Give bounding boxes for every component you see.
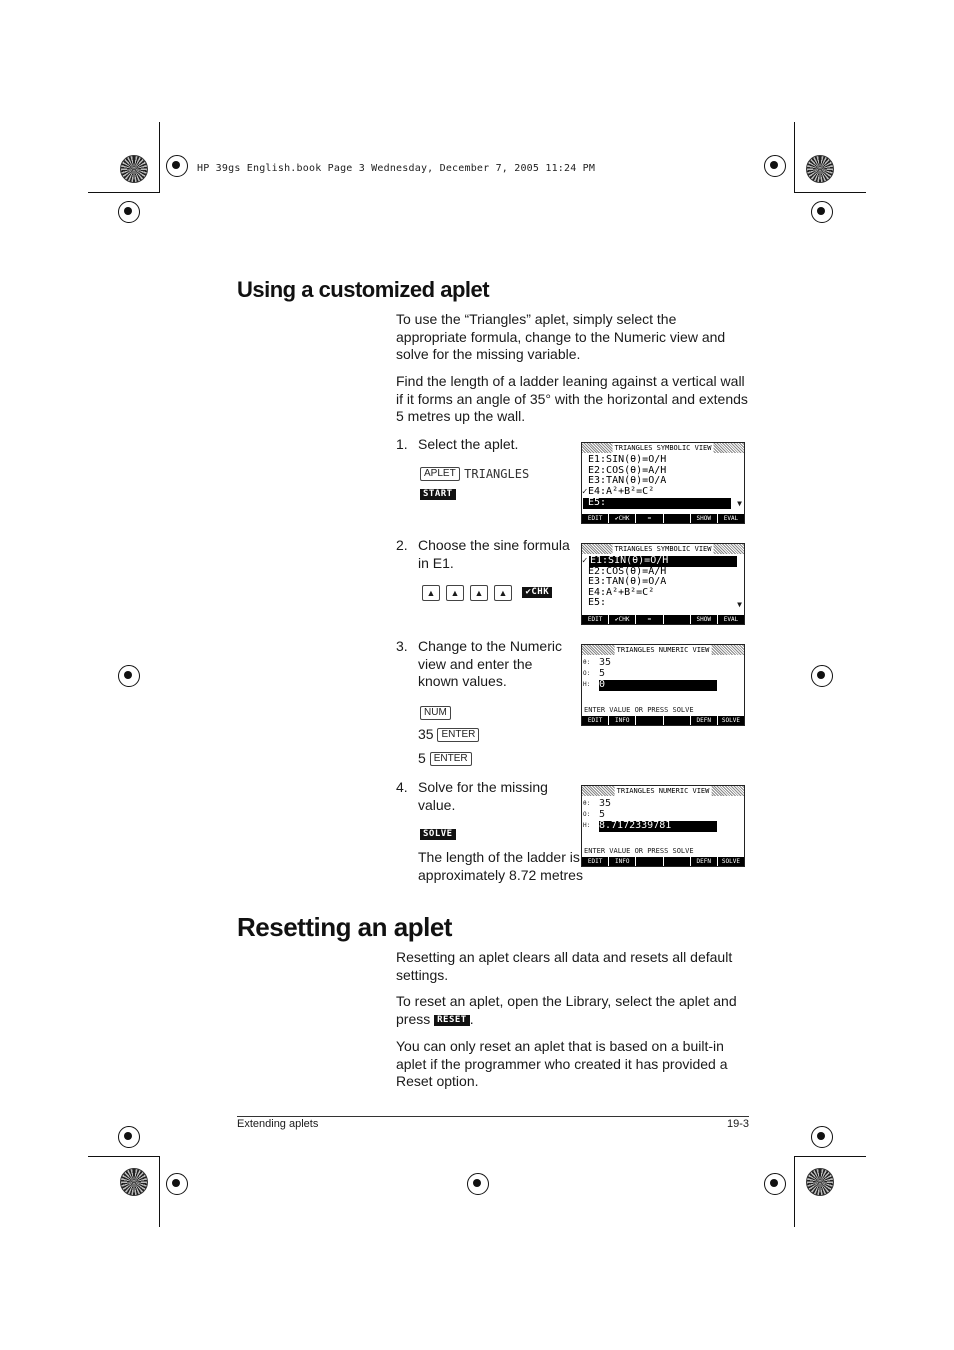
- equation-line: E1:SIN(θ)=O/H: [588, 454, 667, 465]
- up-arrow-key-icon: ▲: [446, 585, 464, 601]
- menu-key: [636, 857, 663, 866]
- step-2-keys: [422, 584, 552, 602]
- field-value: 5: [599, 668, 606, 679]
- menu-key: =: [636, 615, 663, 624]
- step-4-text: Solve for the missing value.: [418, 779, 548, 813]
- step-3-entry-1: [418, 726, 479, 742]
- screen-title: TRIANGLES SYMBOLIC VIEW: [614, 545, 712, 553]
- step-1-text: Select the aplet.: [418, 436, 519, 452]
- screen-menu: [582, 514, 744, 523]
- menu-key: SOLVE: [718, 716, 744, 725]
- registration-mark: [811, 665, 833, 687]
- registration-mark: [811, 1126, 833, 1148]
- up-arrow-key-icon: ▲: [470, 585, 488, 601]
- field-label: O:: [583, 670, 591, 677]
- field-value: 35: [599, 798, 612, 809]
- section-title-resetting: Resetting an aplet: [237, 912, 452, 942]
- footer-rule: [237, 1116, 749, 1117]
- menu-key: SHOW: [691, 615, 718, 624]
- registration-mark: [764, 1173, 786, 1195]
- menu-key: [664, 514, 691, 523]
- screen-menu: [582, 615, 744, 624]
- registration-rosette-bottom-left: [120, 1168, 148, 1196]
- crop-mark: [794, 192, 866, 193]
- step-2-text: Choose the sine formula in E1.: [418, 537, 570, 571]
- num-key: NUM: [420, 706, 451, 720]
- registration-rosette-top-right: [806, 155, 834, 183]
- registration-mark: [118, 201, 140, 223]
- intro-paragraph: To use the “Triangles” aplet, simply select the appropriate formula, change to the Numeric view and solve for the missing variable.: [396, 311, 726, 363]
- enter-key: ENTER: [437, 728, 479, 742]
- screen-title: TRIANGLES NUMERIC VIEW: [616, 787, 710, 795]
- crop-mark: [159, 1157, 160, 1227]
- entry-value: 35: [418, 726, 434, 742]
- equation-line: E2:COS(θ)=A/H: [588, 565, 667, 577]
- step-4-result: The length of the ladder is approximately 8.72 metres: [418, 849, 583, 883]
- screen-message: ENTER VALUE OR PRESS SOLVE: [584, 847, 694, 855]
- registration-mark: [166, 155, 188, 177]
- registration-rosette-bottom-right: [806, 1168, 834, 1196]
- step-4-number: 4.: [396, 779, 408, 795]
- menu-key: DEFN: [691, 857, 718, 866]
- crop-mark: [159, 122, 160, 192]
- print-header: HP 39gs English.book Page 3 Wednesday, December 7, 2005 11:24 PM: [197, 163, 596, 174]
- field-value-selected: 0: [599, 680, 717, 691]
- registration-rosette-top-left: [120, 155, 148, 183]
- up-arrow-key-icon: ▲: [494, 585, 512, 601]
- aplet-name: TRIANGLES: [464, 466, 530, 481]
- menu-key: SHOW: [691, 514, 718, 523]
- menu-key: EDIT: [582, 716, 609, 725]
- menu-key: EDIT: [582, 857, 609, 866]
- equation-line: E4:A²+B²=C²: [588, 586, 655, 598]
- entry-value: 5: [418, 750, 426, 766]
- menu-key: [664, 615, 691, 624]
- reset-paragraph-2: [396, 993, 748, 1028]
- screen-message: ENTER VALUE OR PRESS SOLVE: [584, 706, 694, 714]
- menu-key: DEFN: [691, 716, 718, 725]
- step-3-text: Change to the Numeric view and enter the known values.: [418, 638, 562, 690]
- crop-mark: [794, 1156, 866, 1157]
- field-value: 35: [599, 657, 612, 668]
- enter-key: ENTER: [430, 752, 472, 766]
- equation-line: E2:COS(θ)=A/H: [588, 464, 667, 476]
- field-label: θ:: [583, 659, 591, 666]
- field-value: 5: [599, 809, 606, 820]
- menu-key: INFO: [609, 716, 636, 725]
- menu-key: SOLVE: [718, 857, 744, 866]
- chk-softkey: ✔CHK: [522, 587, 552, 598]
- menu-key: EDIT: [582, 615, 609, 624]
- menu-key: [636, 716, 663, 725]
- registration-mark: [118, 1126, 140, 1148]
- field-label: H:: [583, 822, 591, 829]
- crop-mark: [88, 1156, 160, 1157]
- problem-paragraph: Find the length of a ladder leaning against a vertical wall if it forms an angle of 35° with the horizontal and extends 5 metres up the wall.: [396, 373, 748, 425]
- screen-title: TRIANGLES NUMERIC VIEW: [616, 646, 710, 654]
- step-3-entry-2: [418, 750, 472, 766]
- screen-symbolic-2: [581, 543, 745, 625]
- menu-key: EDIT: [582, 514, 609, 523]
- registration-mark: [811, 201, 833, 223]
- aplet-key: APLET: [420, 467, 460, 481]
- step-1-start: [420, 486, 456, 504]
- field-label: θ:: [583, 800, 591, 807]
- menu-key: [664, 716, 691, 725]
- footer-page-number: 19-3: [727, 1118, 750, 1130]
- registration-mark: [467, 1173, 489, 1195]
- screen-numeric-2: [581, 785, 745, 867]
- footer-chapter: Extending aplets: [237, 1118, 319, 1130]
- crop-mark: [794, 1157, 795, 1227]
- screen-menu: [582, 857, 744, 866]
- reset-paragraph-1: Resetting an aplet clears all data and resets all default settings.: [396, 949, 733, 983]
- step-1-number: 1.: [396, 436, 408, 452]
- screen-numeric-1: [581, 644, 745, 726]
- registration-mark: [764, 155, 786, 177]
- equation-line: E3:TAN(θ)=O/A: [588, 475, 667, 486]
- equation-line: E4:A²+B²=C²: [588, 485, 655, 497]
- registration-mark: [118, 665, 140, 687]
- menu-key: [664, 857, 691, 866]
- step-4-solve: [420, 826, 456, 844]
- screen-title: TRIANGLES SYMBOLIC VIEW: [614, 444, 712, 452]
- equation-line: E3:TAN(θ)=O/A: [588, 576, 667, 587]
- menu-key: ✔CHK: [609, 514, 636, 523]
- start-softkey: START: [420, 489, 456, 500]
- reset-paragraph-2-text: To reset an aplet, open the Library, select the aplet and press: [396, 993, 737, 1027]
- reset-paragraph-3: You can only reset an aplet that is based on a built-in aplet if the programmer who created it has provided a Reset option.: [396, 1038, 728, 1090]
- step-1-keys: [420, 465, 529, 483]
- menu-key: EVAL: [718, 514, 744, 523]
- section-title-using: Using a customized aplet: [237, 277, 490, 302]
- equation-line-selected: E5:: [583, 498, 731, 509]
- scroll-down-icon: ▼: [737, 499, 742, 508]
- scroll-down-icon: ▼: [737, 600, 742, 609]
- menu-key: ✔CHK: [609, 615, 636, 624]
- check-mark-icon: ✓: [582, 486, 588, 497]
- check-mark-icon: ✓: [582, 556, 588, 566]
- field-value-selected: 8.7172339781: [599, 821, 717, 832]
- screen-symbolic-1: [581, 442, 745, 524]
- equation-line-selected: E1:SIN(θ)=O/H: [589, 556, 737, 567]
- solve-softkey: SOLVE: [420, 829, 456, 840]
- registration-mark: [166, 1173, 188, 1195]
- crop-mark: [88, 192, 160, 193]
- step-3-number: 3.: [396, 638, 408, 654]
- step-2-number: 2.: [396, 537, 408, 553]
- field-label: H:: [583, 681, 591, 688]
- menu-key: =: [636, 514, 663, 523]
- reset-softkey: RESET: [434, 1015, 470, 1026]
- menu-key: EVAL: [718, 615, 744, 624]
- crop-mark: [794, 122, 795, 192]
- screen-menu: [582, 716, 744, 725]
- menu-key: INFO: [609, 857, 636, 866]
- field-label: O:: [583, 811, 591, 818]
- equation-line: E5:: [588, 597, 607, 608]
- step-3-num-key: [420, 704, 451, 722]
- reset-paragraph-2-end: .: [469, 1010, 474, 1027]
- up-arrow-key-icon: ▲: [422, 585, 440, 601]
